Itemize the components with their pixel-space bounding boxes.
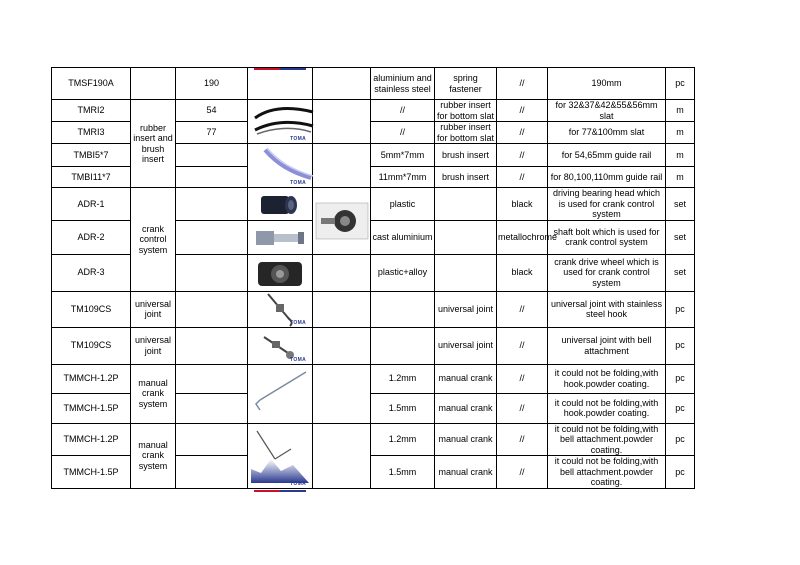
brand-stripe: [254, 490, 306, 492]
spec-cell: for 32&37&42&55&56mm slat: [548, 100, 666, 122]
size-cell: [176, 167, 248, 188]
unit-cell: pc: [666, 68, 695, 100]
drawing-cell: [313, 68, 371, 100]
group-cell: manual crank system: [131, 423, 176, 488]
spec-cell: it could not be folding,with bell attachment.powder coating.: [548, 456, 666, 489]
color-cell: //: [497, 423, 548, 456]
rubber-insert-image: [249, 104, 319, 140]
code-cell: TMSF190A: [52, 68, 131, 100]
table-row: [52, 364, 695, 393]
code-cell: TMMCH-1.5P: [52, 393, 131, 423]
spec-cell: universal joint with bell attachment: [548, 327, 666, 364]
code-cell: TMMCH-1.2P: [52, 423, 131, 456]
material-cell: cast aluminium: [371, 220, 435, 254]
material-cell: [371, 291, 435, 327]
material-cell: 1.5mm: [371, 393, 435, 423]
color-cell: black: [497, 188, 548, 221]
table-row: [52, 423, 695, 456]
unit-cell: pc: [666, 291, 695, 327]
size-cell: [176, 254, 248, 291]
name-cell: [435, 188, 497, 221]
spec-cell: it could not be folding,with hook.powder coating.: [548, 393, 666, 423]
spec-cell: it could not be folding,with hook.powder coating.: [548, 364, 666, 393]
name-cell: rubber insert for bottom slat: [435, 122, 497, 144]
manual-crank-bell-image: [251, 429, 309, 483]
name-cell: manual crank: [435, 393, 497, 423]
manual-crank-hook-image: [250, 368, 310, 420]
spec-cell: driving bearing head which is used for crank control system: [548, 188, 666, 221]
product-photo-cell: [248, 188, 313, 221]
code-cell: TMMCH-1.2P: [52, 364, 131, 393]
unit-cell: m: [666, 100, 695, 122]
product-table: [51, 67, 695, 489]
group-cell: [131, 68, 176, 100]
color-cell: //: [497, 393, 548, 423]
unit-cell: set: [666, 188, 695, 221]
brand-logo: TOMA: [290, 319, 306, 326]
color-cell: //: [497, 167, 548, 188]
product-photo-cell: [248, 291, 313, 327]
drive-wheel-image: [254, 257, 306, 289]
material-cell: aluminium and stainless steel: [371, 68, 435, 100]
drawing-cell: [313, 100, 371, 144]
unit-cell: pc: [666, 364, 695, 393]
product-photo-cell: [248, 100, 313, 144]
material-cell: 5mm*7mm: [371, 144, 435, 167]
size-cell: [176, 393, 248, 423]
name-cell: rubber insert for bottom slat: [435, 100, 497, 122]
code-cell: ADR-1: [52, 188, 131, 221]
product-photo-cell: [248, 144, 313, 188]
code-cell: TMBI11*7: [52, 167, 131, 188]
shaft-bolt-image: [252, 223, 308, 251]
drawing-cell: [313, 364, 371, 423]
brand-logo: TOMA: [290, 136, 306, 142]
size-cell: [176, 188, 248, 221]
code-cell: TMBI5*7: [52, 144, 131, 167]
color-cell: //: [497, 291, 548, 327]
code-cell: TM109CS: [52, 291, 131, 327]
product-photo-cell: [248, 220, 313, 254]
table-row: [52, 291, 695, 327]
code-cell: TMMCH-1.5P: [52, 456, 131, 489]
name-cell: brush insert: [435, 167, 497, 188]
color-cell: //: [497, 100, 548, 122]
color-cell: //: [497, 364, 548, 393]
spec-cell: crank drive wheel which is used for crank control system: [548, 254, 666, 291]
size-cell: 77: [176, 122, 248, 144]
name-cell: brush insert: [435, 144, 497, 167]
unit-cell: set: [666, 220, 695, 254]
product-photo-cell: [248, 327, 313, 364]
color-cell: //: [497, 122, 548, 144]
material-cell: [371, 327, 435, 364]
size-cell: [176, 423, 248, 456]
code-cell: ADR-3: [52, 254, 131, 291]
size-cell: 54: [176, 100, 248, 122]
unit-cell: m: [666, 144, 695, 167]
size-cell: [176, 220, 248, 254]
size-cell: [176, 291, 248, 327]
name-cell: universal joint: [435, 291, 497, 327]
color-cell: black: [497, 254, 548, 291]
unit-cell: m: [666, 122, 695, 144]
material-cell: plastic: [371, 188, 435, 221]
group-cell: crank control system: [131, 188, 176, 292]
material-cell: plastic+alloy: [371, 254, 435, 291]
name-cell: [435, 220, 497, 254]
group-cell: manual crank system: [131, 364, 176, 423]
drawing-cell: [313, 291, 371, 327]
color-cell: //: [497, 327, 548, 364]
name-cell: universal joint: [435, 327, 497, 364]
spec-cell: it could not be folding,with bell attachment.powder coating.: [548, 423, 666, 456]
table-row: [52, 327, 695, 364]
product-photo-cell: [248, 254, 313, 291]
color-cell: metallochrome: [497, 220, 548, 254]
drawing-cell: [313, 254, 371, 291]
table-row: [52, 188, 695, 221]
name-cell: [435, 254, 497, 291]
name-cell: manual crank: [435, 423, 497, 456]
material-cell: 1.2mm: [371, 364, 435, 393]
drawing-cell: [313, 423, 371, 488]
name-cell: manual crank: [435, 456, 497, 489]
spec-cell: for 77&100mm slat: [548, 122, 666, 144]
spec-cell: 190mm: [548, 68, 666, 100]
material-cell: 11mm*7mm: [371, 167, 435, 188]
brand-logo: TOMA: [290, 180, 306, 186]
name-cell: manual crank: [435, 364, 497, 393]
code-cell: ADR-2: [52, 220, 131, 254]
material-cell: 1.5mm: [371, 456, 435, 489]
code-cell: TMRI3: [52, 122, 131, 144]
color-cell: //: [497, 144, 548, 167]
spec-cell: for 54,65mm guide rail: [548, 144, 666, 167]
product-photo-cell: [248, 423, 313, 488]
unit-cell: pc: [666, 423, 695, 456]
material-cell: //: [371, 100, 435, 122]
size-cell: [176, 456, 248, 489]
size-cell: [176, 144, 248, 167]
spec-cell: for 80,100,110mm guide rail: [548, 167, 666, 188]
material-cell: //: [371, 122, 435, 144]
code-cell: TM109CS: [52, 327, 131, 364]
spec-cell: universal joint with stainless steel hook: [548, 291, 666, 327]
color-cell: //: [497, 456, 548, 489]
unit-cell: m: [666, 167, 695, 188]
brand-stripe: [254, 68, 306, 70]
name-cell: spring fastener: [435, 68, 497, 100]
group-cell: rubber insert and brush insert: [131, 100, 176, 188]
bearing-head-image: [255, 190, 305, 218]
size-cell: 190: [176, 68, 248, 100]
brand-logo: TOMA: [290, 480, 306, 487]
size-cell: [176, 364, 248, 393]
material-cell: 1.2mm: [371, 423, 435, 456]
table-row: [52, 68, 695, 100]
brush-insert-image: [249, 146, 319, 186]
table-row: [52, 100, 695, 122]
group-cell: universal joint: [131, 291, 176, 327]
unit-cell: pc: [666, 393, 695, 423]
unit-cell: set: [666, 254, 695, 291]
drawing-cell: [313, 188, 371, 255]
product-photo-cell: [248, 364, 313, 423]
code-cell: TMRI2: [52, 100, 131, 122]
brand-logo: TOMA: [290, 356, 306, 363]
drawing-cell: [313, 327, 371, 364]
size-cell: [176, 327, 248, 364]
product-photo-cell: [248, 68, 313, 100]
unit-cell: pc: [666, 327, 695, 364]
group-cell: universal joint: [131, 327, 176, 364]
spec-cell: shaft bolt which is used for crank control system: [548, 220, 666, 254]
drawing-cell: [313, 144, 371, 188]
unit-cell: pc: [666, 456, 695, 489]
color-cell: //: [497, 68, 548, 100]
crank-assembly-image: [315, 202, 369, 240]
